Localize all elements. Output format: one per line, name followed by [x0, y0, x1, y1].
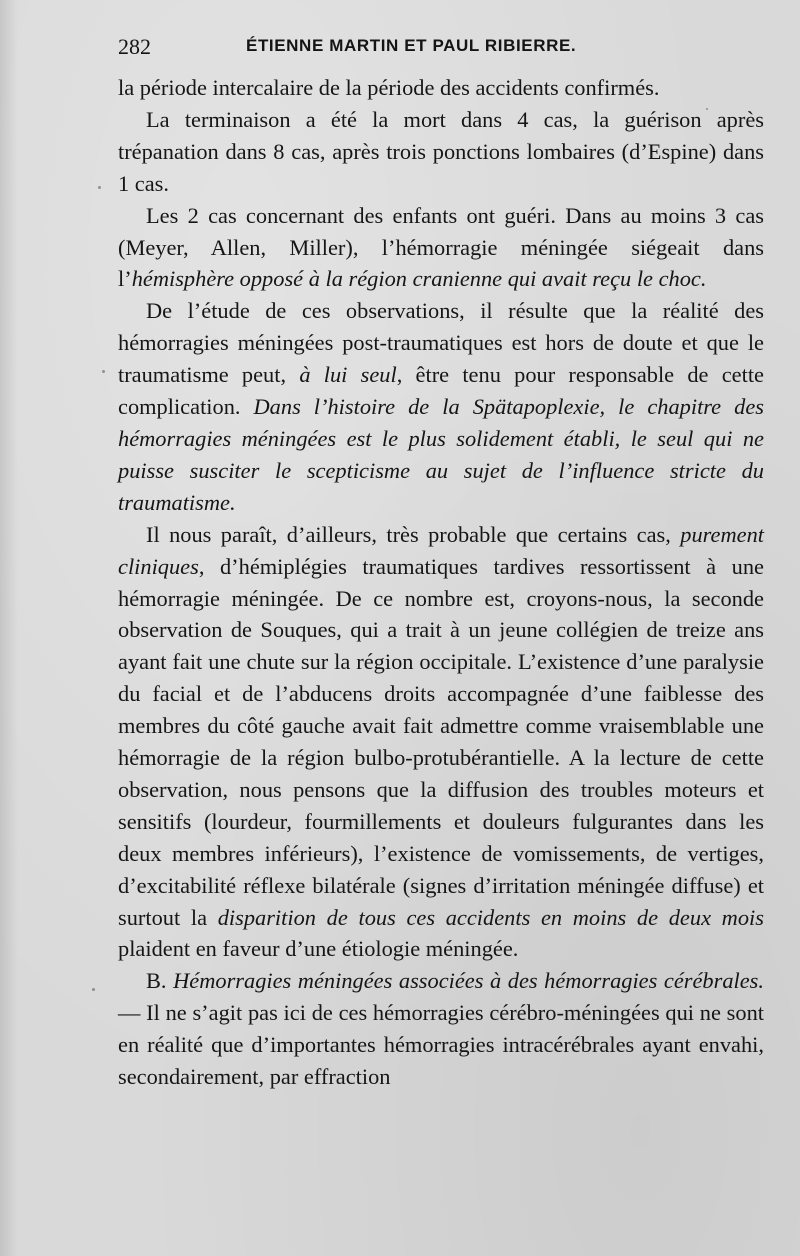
italic-text: Dans l’histoire de la Spätapoplexie, le chapitre des hémorragies méningées est le plus solidement établi, le seul qui ne puisse susciter le scepticisme au sujet de l’influence stricte du traumatisme. — [118, 394, 764, 515]
text-run: la période intercalaire de la période des accidents confirmés. — [118, 75, 660, 100]
paragraph — [118, 295, 764, 518]
text-run: La terminaison a été la mort dans 4 cas, la guérison après trépanation dans 8 cas, après trois ponctions lombaires (d’Espine) dans 1 cas. — [118, 106, 764, 196]
page-number: 282 — [118, 34, 151, 59]
paragraph — [118, 104, 764, 200]
page-shadow — [0, 0, 18, 1256]
italic-text: purement cliniques — [118, 521, 764, 579]
text-run: Les 2 cas concernant des enfants ont guéri. Dans au moins 3 cas (Meyer, Allen, Miller), l’hémorragie méningée siégeait dans l’ — [118, 202, 764, 292]
text-run: , être tenu pour responsable de cette complication. — [118, 362, 764, 420]
print-speck — [102, 370, 105, 373]
text-run: plaident en faveur d’une étiologie méningée. — [118, 936, 519, 962]
body-text — [118, 72, 764, 1093]
text-run: B. — [146, 968, 174, 994]
print-speck — [98, 186, 101, 189]
italic-text: hémisphère opposé à la région cranienne qui avait reçu le choc. — [131, 266, 707, 292]
paragraph — [118, 965, 764, 1093]
paragraph — [118, 200, 764, 296]
text-run: , d’hémiplégies traumatiques tardives ressortissent à une hémorragie méningée. De ce nombre est, croyons-nous, la seconde observation de Souques, qui a trait à un jeune collégien de treize ans ayant fait une chute sur la région occipitale. L’existence d’une paralysie du facial et de l’abducens droits accompagnée d’une faiblesse des membres du côté gauche avait fait admettre comme vraisemblable une hémorragie de la région bulbo-protubérantielle. A la lecture de cette observation, nous pensons que la diffusion des troubles moteurs et sensitifs (lourdeur, fourmillements et douleurs fulgurantes dans les deux membres inférieurs), l’existence de vomissements, de vertiges, d’excitabilité réflexe bilatérale (signes d’irritation méningée diffuse) et surtout la — [118, 553, 764, 930]
running-title: ÉTIENNE MARTIN ET PAUL RIBIERRE. — [246, 36, 577, 55]
print-speck — [706, 108, 708, 110]
italic-text: Hémorragies méningées associées à des hémorragies cérébrales. — [173, 968, 764, 994]
text-run: — Il ne s’agit pas ici de ces hémorragies cérébro-méningées qui ne sont en réalité que d’importantes hémorragies intracérébrales ayant envahi, secondairement, par effraction — [118, 1000, 764, 1090]
paragraph — [118, 72, 764, 104]
text-run: De l’étude de ces observations, il résulte que la réalité des hémorragies méningées post-traumatiques est hors de doute et que le traumatisme peut, — [118, 298, 764, 388]
text-run: Il nous paraît, d’ailleurs, très probable que certains cas, — [146, 521, 681, 547]
print-speck — [92, 988, 95, 991]
italic-text: disparition de tous ces accidents en moins de deux mois — [217, 904, 764, 930]
page-header — [118, 30, 778, 64]
paragraph — [118, 519, 764, 966]
italic-text: à lui seul — [299, 362, 397, 388]
